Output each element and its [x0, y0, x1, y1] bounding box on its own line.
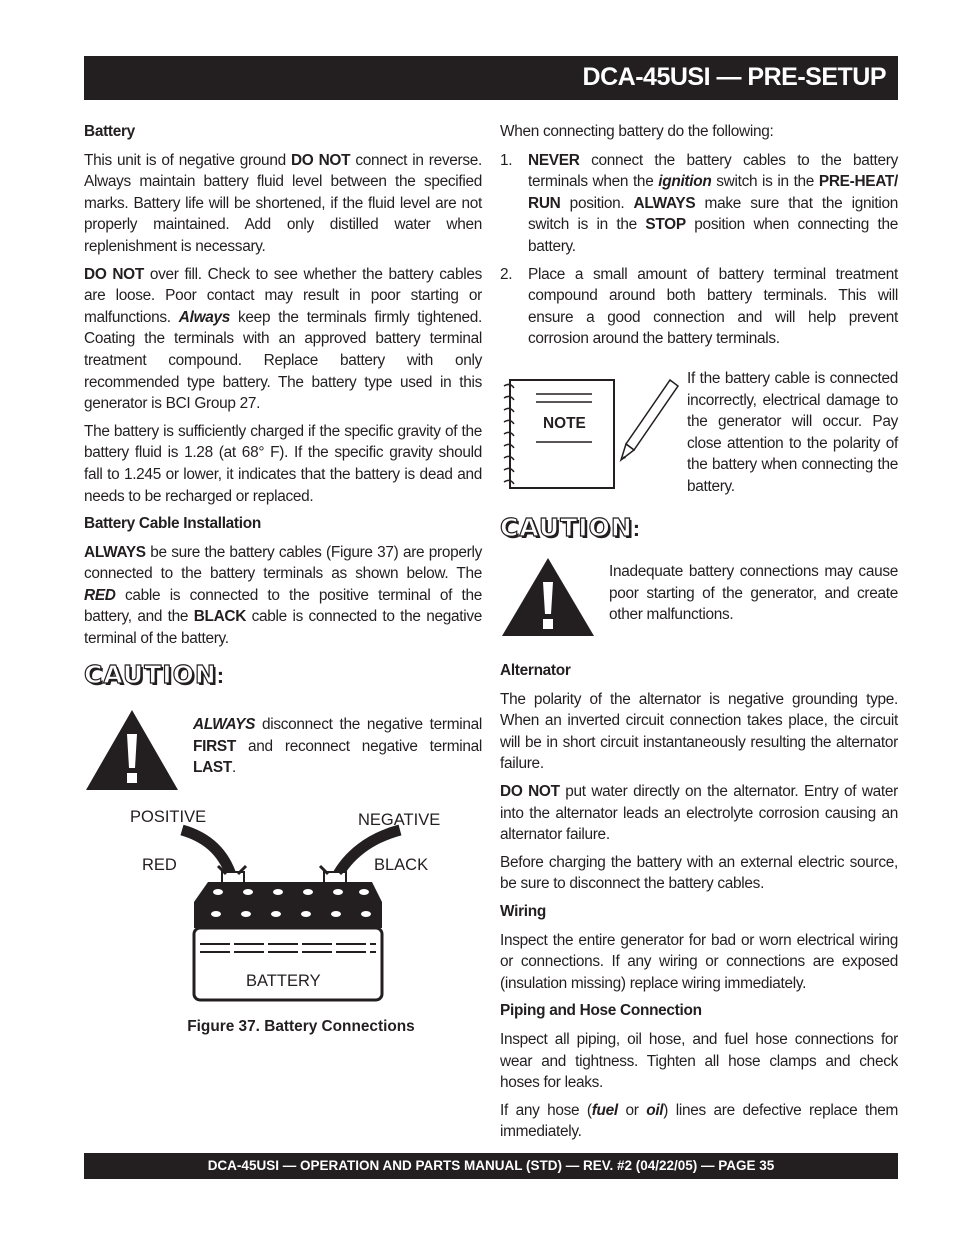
connecting-steps: [500, 150, 898, 350]
note-notebook-icon: [500, 372, 685, 492]
alternator-paragraph-3: Before charging the battery with an external electric source, be sure to disconnect the battery cables.: [500, 853, 898, 893]
alternator-heading: Alternator: [500, 662, 571, 679]
figure-caption: Figure 37. Battery Connections: [187, 1018, 415, 1035]
left-column: [84, 121, 482, 656]
battery-paragraph-1: This unit is of negative ground DO NOT connect in reverse. Always maintain battery fluid level between the specified marks. Battery life will be shortened, if the fluid level are not properly maintained. Add only distilled water when replenishment is necessary.: [84, 151, 482, 255]
battery-paragraph-2: DO NOT over fill. Check to see whether the battery cables are loose. Poor contact may result in poor starting or malfunctions. Always keep the terminals firmly tightened. Coating the terminals with an approved battery terminal treatment compound. Replace battery with only recommended type battery. The battery type used in this generator is BCI Group 27.: [84, 265, 482, 413]
cable-installation-paragraph: ALWAYS be sure the battery cables (Figure 37) are properly connected to the battery terminals as shown below. The RED cable is connected to the positive terminal of the battery, and the BLACK cable is connected to the negative terminal of the battery.: [84, 543, 482, 648]
note-label: NOTE: [543, 415, 586, 432]
step-1: 1. NEVER connect the battery cables to the battery terminals when the ignition switch is in the PRE-HEAT/ RUN position. ALWAYS make sure that the ignition switch is in the STOP position when connecting the battery.: [500, 151, 898, 255]
pencil-icon: [621, 380, 678, 460]
page-header: [84, 56, 898, 100]
black-label: BLACK: [374, 856, 429, 874]
right-column: [500, 121, 898, 356]
piping-paragraph-1: Inspect all piping, oil hose, and fuel hose connections for wear and tightness. Tighten all hose clamps and check hoses for leaks.: [500, 1030, 898, 1092]
battery-connections-figure: [120, 800, 460, 1005]
step-2: 2. Place a small amount of battery terminal treatment compound around both battery terminals. This will ensure a good connection and will help prevent corrosion around the battery terminals.: [500, 265, 898, 348]
left-caution-heading: CAUTION:: [84, 660, 225, 689]
battery-paragraph-3: The battery is sufficiently charged if the specific gravity of the battery fluid is 1.28 (at 68° F). If the specific gravity should fall to 1.245 or lower, it indicates that the battery is dead and needs to be recharged or replaced.: [84, 422, 482, 505]
connecting-intro: When connecting battery do the following:: [500, 123, 774, 140]
negative-terminal-icon: [320, 866, 348, 884]
alternator-paragraph-2: DO NOT put water directly on the alternator. Entry of water into the alternator leads an electrolyte corrosion causing an alternator failure.: [500, 782, 898, 844]
right-caution-text: Inadequate battery connections may cause poor starting of the generator, and create other malfunctions.: [609, 563, 898, 624]
right-caution-heading: CAUTION:: [500, 513, 641, 542]
battery-heading: Battery: [84, 123, 135, 140]
negative-label: NEGATIVE: [358, 811, 441, 829]
note-text: If the battery cable is connected incorrectly, electrical damage to the generator will occur. Pay close attention to the polarity of the battery when connecting the battery.: [687, 370, 898, 495]
piping-paragraph-2: If any hose (fuel or oil) lines are defective replace them immediately.: [500, 1101, 899, 1141]
warning-triangle-icon: [500, 556, 596, 638]
footer-text: DCA-45USI — OPERATION AND PARTS MANUAL (STD) — REV. #2 (04/22/05) — PAGE 35: [207, 1158, 775, 1173]
page-footer: [84, 1153, 898, 1179]
positive-label: POSITIVE: [130, 808, 207, 826]
alternator-paragraph-1: The polarity of the alternator is negative grounding type. When an inverted circuit connection takes place, the circuit will be in short circuit instantaneously resulting the alternator failure.: [500, 690, 898, 773]
cable-installation-heading: Battery Cable Installation: [84, 515, 261, 533]
right-lower-column: [500, 660, 898, 1149]
left-caution-text: ALWAYS disconnect the negative terminal FIRST and reconnect negative terminal LAST.: [193, 716, 482, 777]
red-label: RED: [142, 856, 177, 874]
wiring-paragraph: Inspect the entire generator for bad or worn electrical wiring or connections. If any wiring or connections are exposed (insulation missing) replace wiring immediately.: [500, 931, 898, 992]
piping-heading: Piping and Hose Connection: [500, 1002, 702, 1020]
warning-triangle-icon: [84, 708, 180, 792]
battery-label: BATTERY: [246, 972, 321, 990]
page-title: DCA-45USI — PRE-SETUP: [582, 63, 886, 91]
wiring-heading: Wiring: [500, 902, 546, 920]
battery-top-band: [194, 902, 382, 928]
